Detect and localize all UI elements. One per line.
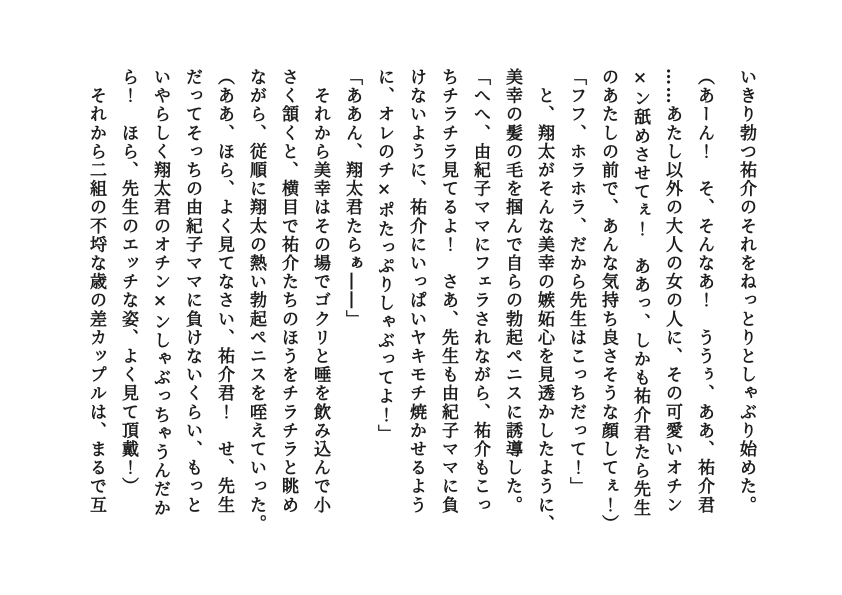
text-line: 「フフ、ホラホラ、だから先生はこっちだって！」 [566, 68, 586, 496]
text-line: ながら、従順に翔太の熱い勃起ペニスを咥えていった。 [246, 68, 266, 533]
text-line: （ああ、ほら、よく見てなさい、祐介君！ せ、先生 [214, 68, 234, 515]
text-line: だってそっちの由紀子ママに負けないくらい、もっと [182, 68, 202, 515]
text-line: （あーん！ そ、そんなあ！ ううぅ、ああ、祐介君 [694, 68, 714, 515]
text-line: ちチラチラ見てるよ！ さあ、先生も由紀子ママに負 [438, 68, 458, 515]
text-line: 美幸の髪の毛を掴んで自らの勃起ペニスに誘導した。 [502, 68, 522, 515]
text-line: それから美幸はその場でゴクリと唾を飲み込んで小 [310, 68, 330, 515]
text-line: いやらしく翔太君のオチン×ンしゃぶっちゃうんだか [150, 68, 170, 518]
text-line: それから二組の不埒な歳の差カップルは、まるで互 [86, 68, 106, 515]
text-line: けないように、祐介にいっぱいヤキモチ焼かせるよう [406, 68, 426, 515]
text-line: に、オレのチ×ポたっぷりしゃぶってよ！」 [374, 68, 394, 443]
text-line: ×ン舐めさせてぇ！ ああっ、しかも祐介君たら先生 [630, 68, 650, 518]
text-line: のあたしの前で、あんな気持ち良さそうな顔してぇ！） [598, 68, 618, 533]
story-text-block [80, 68, 762, 548]
text-line: と、翔太がそんな美幸の嫉妬心を見透かしたように、 [534, 68, 554, 533]
text-line: 「ああん、翔太君たらぁ――」 [342, 68, 362, 329]
text-line: ……あたし以外の大人の女の人に、その可愛いオチン [662, 68, 682, 515]
text-line: さく頷くと、横目で祐介たちのほうをチラチラと眺め [278, 68, 298, 515]
text-line: 「へへ、由紀子ママにフェラされながら、祐介もこっ [470, 68, 490, 515]
text-line: ら！ ほら、先生のエッチな姿、よく見て頂戴！） [118, 68, 138, 496]
text-line: いきり勃つ祐介のそれをねっとりとしゃぶり始めた。 [736, 68, 756, 515]
